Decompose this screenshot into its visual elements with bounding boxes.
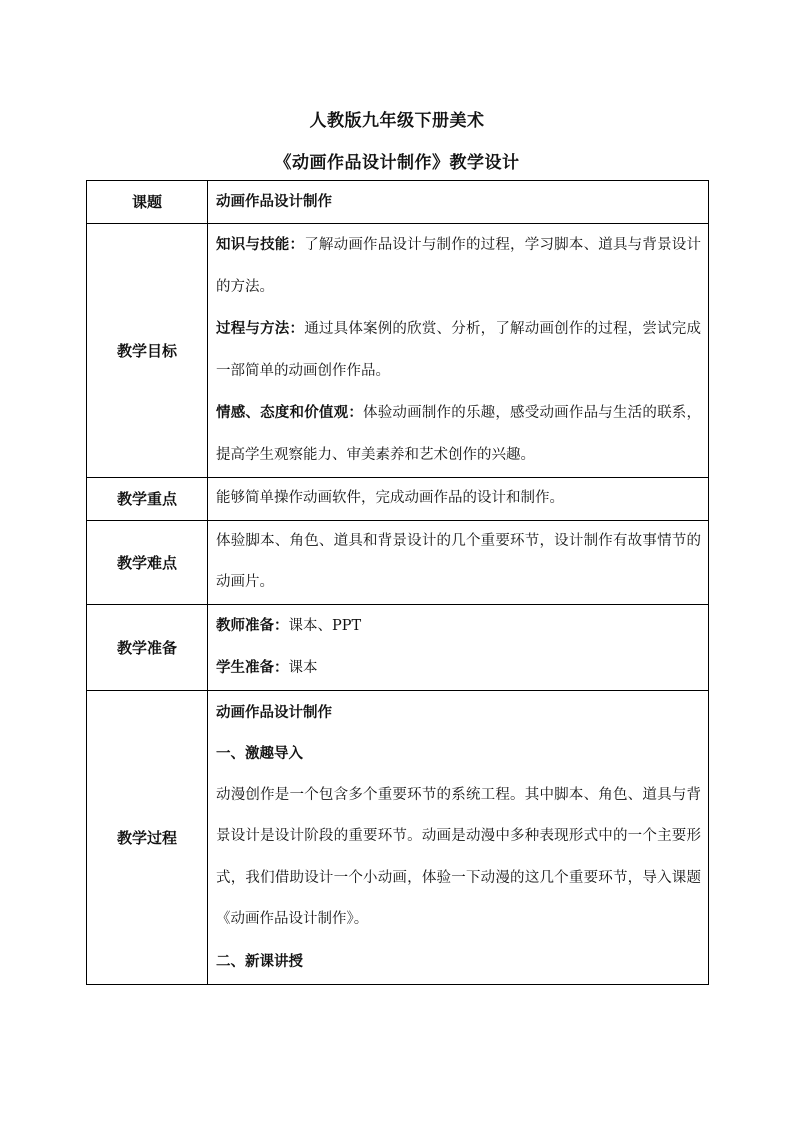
process-label: 教学过程 bbox=[87, 690, 208, 984]
document-title: 人教版九年级下册美术 bbox=[309, 111, 485, 131]
process-section1-text: 动漫创作是一个包含多个重要环节的系统工程。其中脚本、角色、道具与背景设计是设计阶段的重要环节。动画是动漫中多种表现形式中的一个主要形式，我们借助设计一个小动画，体验一下动漫的这几个重要环节，导入课题《动画作品设计制作》。 bbox=[216, 786, 701, 928]
process-content bbox=[208, 690, 709, 984]
table-row-difficulties bbox=[87, 520, 709, 604]
table-row-key-points bbox=[87, 477, 709, 520]
topic-value: 动画作品设计制作 bbox=[208, 181, 709, 224]
document-subtitle: 《动画作品设计制作》教学设计 bbox=[274, 153, 520, 173]
goals-content bbox=[208, 223, 709, 477]
goal-process-text: 通过具体案例的欣赏、分析，了解动画创作的过程，尝试完成一部简单的动画创作作品。 bbox=[216, 321, 701, 379]
goal-attitude-heading: 情感、态度和价值观： bbox=[216, 404, 364, 421]
goal-knowledge bbox=[216, 224, 701, 308]
goal-attitude bbox=[216, 392, 701, 476]
teacher-preparation-heading: 教师准备： bbox=[216, 616, 289, 634]
goal-knowledge-text: 了解动画作品设计与制作的过程，学习脚本、道具与背景设计的方法。 bbox=[216, 237, 701, 295]
key-points-label: 教学重点 bbox=[87, 477, 208, 520]
goal-attitude-text: 体验动画制作的乐趣，感受动画作品与生活的联系，提高学生观察能力、审美素养和艺术创作的兴趣。 bbox=[216, 405, 701, 463]
process-heading: 动画作品设计制作 bbox=[216, 703, 332, 721]
goals-label: 教学目标 bbox=[87, 223, 208, 477]
key-points-value: 能够简单操作动画软件，完成动画作品的设计和制作。 bbox=[208, 477, 709, 520]
table-row-preparation bbox=[87, 604, 709, 690]
process-section2-title: 二、新课讲授 bbox=[216, 952, 303, 970]
table-row-topic bbox=[87, 181, 709, 224]
difficulties-value: 体验脚本、角色、道具和背景设计的几个重要环节，设计制作有故事情节的动画片。 bbox=[216, 532, 701, 590]
process-section1-title: 一、激趣导入 bbox=[216, 745, 303, 763]
teacher-preparation bbox=[216, 605, 701, 648]
table-row-process bbox=[87, 690, 709, 984]
student-preparation-value: 课本 bbox=[288, 660, 318, 676]
goal-process bbox=[216, 308, 701, 392]
goal-process-heading: 过程与方法： bbox=[216, 320, 305, 337]
lesson-plan-table bbox=[86, 180, 709, 985]
topic-label: 课题 bbox=[87, 181, 208, 224]
difficulties-cell bbox=[208, 520, 709, 604]
student-preparation-heading: 学生准备： bbox=[216, 659, 289, 676]
preparation-content bbox=[208, 604, 709, 690]
student-preparation bbox=[216, 647, 701, 690]
goal-knowledge-heading: 知识与技能： bbox=[216, 236, 305, 253]
difficulties-label: 教学难点 bbox=[87, 520, 208, 604]
preparation-label: 教学准备 bbox=[87, 604, 208, 690]
table-row-goals bbox=[87, 223, 709, 477]
teacher-preparation-value: 课本、PPT bbox=[288, 617, 362, 634]
